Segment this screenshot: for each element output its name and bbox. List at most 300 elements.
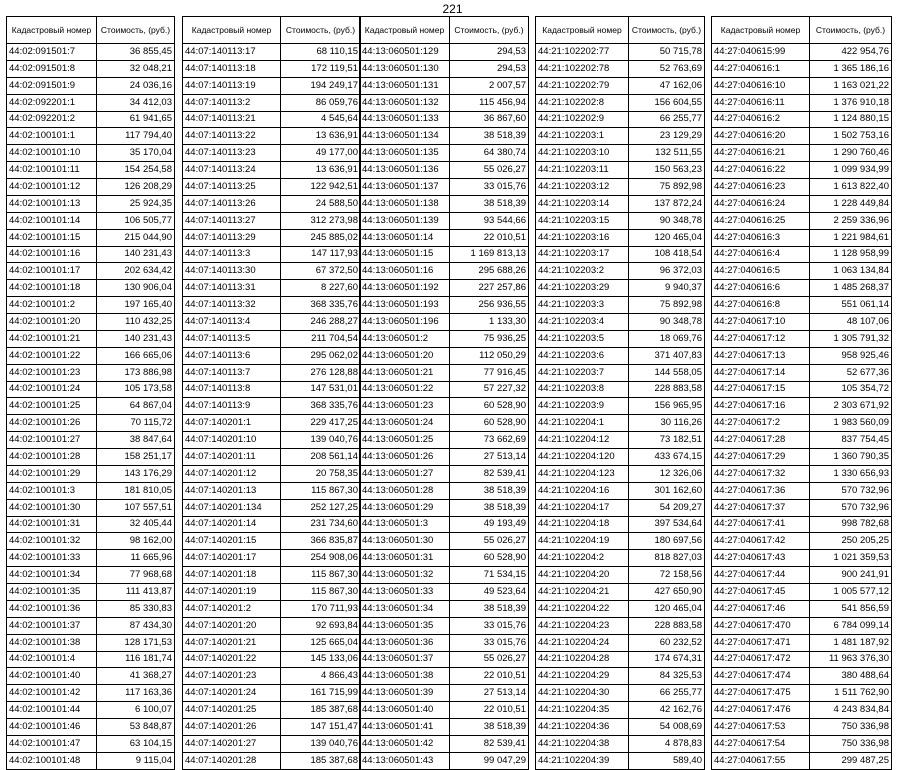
cadastral-number-cell: 44:27:040616:10 [712,77,810,94]
cadastral-number-cell: 44:07:140201:21 [183,634,281,651]
cadastral-number-cell: 44:21:102202:78 [536,60,629,77]
cost-cell: 295 062,02 [281,347,361,364]
cadastral-number-cell: 44:27:040617:45 [712,584,810,601]
cost-cell: 105 173,58 [97,381,175,398]
cadastral-number-cell: 44:07:140113:4 [183,314,281,331]
cadastral-number-cell: 44:02:100101:12 [7,179,97,196]
table-row [183,651,361,668]
cost-cell: 120 465,04 [629,229,705,246]
cadastral-number-cell: 44:07:140201:2 [183,600,281,617]
cadastral-number-cell: 44:13:060501:39 [360,685,450,702]
table-row [7,347,175,364]
cost-cell: 52 763,69 [629,60,705,77]
table-row [536,60,705,77]
cost-cell: 294,53 [450,44,529,61]
table-row [360,212,529,229]
cost-cell: 301 162,60 [629,482,705,499]
cost-cell: 228 883,58 [629,381,705,398]
cadastral-number-cell: 44:13:060501:35 [360,617,450,634]
table-row [7,550,175,567]
table-row [536,567,705,584]
cost-cell: 397 534,64 [629,516,705,533]
table-row [360,381,529,398]
table-row [183,668,361,685]
table-row [7,432,175,449]
cost-cell: 137 872,24 [629,195,705,212]
cost-cell: 77 916,45 [450,364,529,381]
table-row [712,685,892,702]
cost-cell: 180 697,56 [629,533,705,550]
table-row [7,567,175,584]
cost-cell: 116 181,74 [97,651,175,668]
cost-cell: 64 380,74 [450,145,529,162]
table-row [712,263,892,280]
table-row [360,499,529,516]
cadastral-number-cell: 44:07:140201:12 [183,465,281,482]
cost-cell: 13 636,91 [281,128,361,145]
column-header-cadastral: Кадастровый номер [183,17,281,44]
table-row [536,94,705,111]
table-row [7,111,175,128]
cadastral-number-cell: 44:07:140113:8 [183,381,281,398]
cost-cell: 117 163,36 [97,685,175,702]
cadastral-number-cell: 44:02:100101:21 [7,330,97,347]
table-row [7,617,175,634]
table-row [360,280,529,297]
table-row [183,330,361,347]
cadastral-number-cell: 44:21:102204:35 [536,702,629,719]
cost-cell: 1 099 934,99 [810,162,892,179]
table-row [183,752,361,769]
table-row [360,651,529,668]
cost-cell: 570 732,96 [810,482,892,499]
cost-cell: 837 754,45 [810,432,892,449]
table-row [536,77,705,94]
cadastral-number-cell: 44:02:100101:35 [7,584,97,601]
cost-cell: 11 665,96 [97,550,175,567]
cost-cell: 115 867,30 [281,584,361,601]
cadastral-number-cell: 44:27:040617:474 [712,668,810,685]
table-row [712,702,892,719]
table-row [360,719,529,736]
cadastral-number-cell: 44:02:100101:42 [7,685,97,702]
cost-cell: 33 015,76 [450,179,529,196]
table-row [183,499,361,516]
cadastral-number-cell: 44:27:040617:28 [712,432,810,449]
table-row [536,330,705,347]
table-row [183,128,361,145]
cadastral-number-cell: 44:27:040616:22 [712,162,810,179]
cost-cell: 2 303 671,92 [810,398,892,415]
cost-cell: 6 100,07 [97,702,175,719]
cost-cell: 82 539,41 [450,465,529,482]
cost-cell: 150 563,23 [629,162,705,179]
cost-cell: 75 892,98 [629,297,705,314]
cadastral-number-cell: 44:21:102203:6 [536,347,629,364]
cost-cell: 166 665,06 [97,347,175,364]
cadastral-number-cell: 44:07:140113:2 [183,94,281,111]
cadastral-number-cell: 44:27:040616:21 [712,145,810,162]
table-row [360,94,529,111]
cost-cell: 6 784 099,14 [810,617,892,634]
cost-cell: 38 847,64 [97,432,175,449]
cost-cell: 4 878,83 [629,735,705,752]
table-row [7,685,175,702]
cadastral-number-cell: 44:27:040617:15 [712,381,810,398]
cadastral-number-cell: 44:13:060501:30 [360,533,450,550]
cost-cell: 250 205,25 [810,533,892,550]
cadastral-number-cell: 44:13:060501:43 [360,752,450,769]
table-row [7,145,175,162]
cost-cell: 295 688,26 [450,263,529,280]
cost-cell: 154 254,58 [97,162,175,179]
table-row [360,752,529,769]
cadastral-number-cell: 44:13:060501:131 [360,77,450,94]
cadastral-number-cell: 44:21:102204:1 [536,415,629,432]
cadastral-number-cell: 44:13:060501:21 [360,364,450,381]
cadastral-number-cell: 44:27:040617:476 [712,702,810,719]
cost-cell: 170 711,93 [281,600,361,617]
cost-cell: 4 243 834,84 [810,702,892,719]
cost-cell: 67 372,50 [281,263,361,280]
cadastral-number-cell: 44:13:060501:193 [360,297,450,314]
cost-cell: 73 662,69 [450,432,529,449]
table-row [7,297,175,314]
table-row [183,634,361,651]
cadastral-number-cell: 44:13:060501:20 [360,347,450,364]
table-row [360,77,529,94]
cadastral-number-cell: 44:21:102204:19 [536,533,629,550]
cadastral-number-cell: 44:07:140201:19 [183,584,281,601]
cost-cell: 1 021 359,53 [810,550,892,567]
cadastral-number-cell: 44:13:060501:31 [360,550,450,567]
cadastral-number-cell: 44:21:102204:22 [536,600,629,617]
cost-cell: 174 674,31 [629,651,705,668]
table-row [360,516,529,533]
table-row [536,128,705,145]
cadastral-number-cell: 44:21:102204:29 [536,668,629,685]
cadastral-number-cell: 44:02:100101:46 [7,719,97,736]
cadastral-number-cell: 44:07:140201:26 [183,719,281,736]
cost-cell: 427 650,90 [629,584,705,601]
table-row [536,381,705,398]
cadastral-number-cell: 44:27:040617:55 [712,752,810,769]
cadastral-number-cell: 44:21:102204:36 [536,719,629,736]
cost-cell: 156 604,55 [629,94,705,111]
cost-cell: 1 163 021,22 [810,77,892,94]
cost-cell: 42 162,76 [629,702,705,719]
cost-cell: 53 848,87 [97,719,175,736]
cadastral-number-cell: 44:02:100101:22 [7,347,97,364]
table-row [536,314,705,331]
cost-cell: 173 886,98 [97,364,175,381]
cadastral-number-cell: 44:27:040616:4 [712,246,810,263]
cost-cell: 60 528,90 [450,550,529,567]
cost-cell: 1 502 753,16 [810,128,892,145]
cost-cell: 900 241,91 [810,567,892,584]
table-row [712,415,892,432]
cadastral-number-cell: 44:27:040616:6 [712,280,810,297]
cost-cell: 38 518,39 [450,719,529,736]
cadastral-number-cell: 44:07:140113:25 [183,179,281,196]
cost-cell: 93 544,66 [450,212,529,229]
cadastral-number-cell: 44:21:102203:3 [536,297,629,314]
cost-cell: 90 348,78 [629,212,705,229]
table-row [712,482,892,499]
cadastral-table-3 [359,16,529,770]
cost-cell: 126 208,29 [97,179,175,196]
table-row [360,128,529,145]
table-row [183,94,361,111]
cost-cell: 57 227,32 [450,381,529,398]
cost-cell: 161 715,99 [281,685,361,702]
table-row [7,263,175,280]
table-row [183,195,361,212]
cost-cell: 87 434,30 [97,617,175,634]
cost-cell: 1 511 762,90 [810,685,892,702]
table-row [712,195,892,212]
cadastral-number-cell: 44:02:100101:1 [7,128,97,145]
table-row [360,533,529,550]
table-row [183,280,361,297]
cadastral-number-cell: 44:21:102203:11 [536,162,629,179]
cost-cell: 380 488,64 [810,668,892,685]
cadastral-number-cell: 44:13:060501:23 [360,398,450,415]
cadastral-number-cell: 44:13:060501:2 [360,330,450,347]
cadastral-number-cell: 44:07:140113:19 [183,77,281,94]
cadastral-number-cell: 44:02:100101:28 [7,449,97,466]
cost-cell: 4 866,43 [281,668,361,685]
cost-cell: 54 008,69 [629,719,705,736]
table-row [712,516,892,533]
table-row [360,44,529,61]
cost-cell: 55 026,27 [450,533,529,550]
table-row [712,44,892,61]
cadastral-number-cell: 44:07:140113:30 [183,263,281,280]
table-row [7,60,175,77]
table-row [536,516,705,533]
table-row [183,449,361,466]
cadastral-number-cell: 44:02:100101:25 [7,398,97,415]
table-header-row [536,17,705,44]
cost-cell: 49 523,64 [450,584,529,601]
cadastral-number-cell: 44:21:102203:5 [536,330,629,347]
cost-cell: 227 257,86 [450,280,529,297]
table-row [7,94,175,111]
cadastral-number-cell: 44:21:102203:8 [536,381,629,398]
table-row [7,584,175,601]
cadastral-number-cell: 44:27:040617:16 [712,398,810,415]
table-row [7,77,175,94]
table-row [536,297,705,314]
cost-cell: 99 047,29 [450,752,529,769]
table-row [360,600,529,617]
cadastral-number-cell: 44:13:060501:37 [360,651,450,668]
cost-cell: 147 117,93 [281,246,361,263]
table-header-row [712,17,892,44]
column-header-cost: Стоимость, (руб.) [450,17,529,44]
cost-cell: 33 015,76 [450,617,529,634]
table-row [712,179,892,196]
cadastral-number-cell: 44:02:100101:29 [7,465,97,482]
cost-cell: 86 059,76 [281,94,361,111]
cadastral-number-cell: 44:02:092201:1 [7,94,97,111]
table-row [183,617,361,634]
cadastral-number-cell: 44:27:040616:11 [712,94,810,111]
table-row [712,162,892,179]
table-row [7,702,175,719]
table-row [536,735,705,752]
table-row [536,432,705,449]
table-row [712,94,892,111]
cost-cell: 111 413,87 [97,584,175,601]
cost-cell: 47 162,06 [629,77,705,94]
table-row [7,246,175,263]
cadastral-number-cell: 44:27:040617:13 [712,347,810,364]
cadastral-number-cell: 44:07:140113:29 [183,229,281,246]
cost-cell: 27 513,14 [450,449,529,466]
cost-cell: 63 104,15 [97,735,175,752]
table-row [183,229,361,246]
cost-cell: 245 885,02 [281,229,361,246]
cost-cell: 2 007,57 [450,77,529,94]
cadastral-number-cell: 44:27:040616:8 [712,297,810,314]
table-row [7,499,175,516]
cost-cell: 211 704,54 [281,330,361,347]
cost-cell: 422 954,76 [810,44,892,61]
cost-cell: 1 228 449,84 [810,195,892,212]
table-row [7,719,175,736]
table-row [183,516,361,533]
cadastral-number-cell: 44:02:100101:44 [7,702,97,719]
table-row [183,567,361,584]
cost-cell: 64 867,04 [97,398,175,415]
cost-cell: 112 050,29 [450,347,529,364]
cost-cell: 25 924,35 [97,195,175,212]
cadastral-number-cell: 44:13:060501:192 [360,280,450,297]
cost-cell: 158 251,17 [97,449,175,466]
cadastral-number-cell: 44:02:100101:32 [7,533,97,550]
cadastral-number-cell: 44:21:102202:77 [536,44,629,61]
cadastral-number-cell: 44:07:140201:17 [183,550,281,567]
column-header-cost: Стоимость, (руб.) [97,17,175,44]
table-row [536,617,705,634]
cadastral-number-cell: 44:27:040617:14 [712,364,810,381]
table-row [7,229,175,246]
cadastral-number-cell: 44:13:060501:138 [360,195,450,212]
table-row [712,752,892,769]
cadastral-number-cell: 44:02:100101:2 [7,297,97,314]
table-header-row [7,17,175,44]
cost-cell: 11 963 376,30 [810,651,892,668]
cost-cell: 115 456,94 [450,94,529,111]
cadastral-number-cell: 44:07:140113:22 [183,128,281,145]
cadastral-number-cell: 44:02:100101:37 [7,617,97,634]
table-row [536,415,705,432]
cost-cell: 22 010,51 [450,702,529,719]
cadastral-number-cell: 44:07:140201:18 [183,567,281,584]
cadastral-number-cell: 44:02:100101:26 [7,415,97,432]
cost-cell: 1 063 134,84 [810,263,892,280]
table-row [7,280,175,297]
cost-cell: 22 010,51 [450,229,529,246]
cadastral-number-cell: 44:27:040617:37 [712,499,810,516]
cadastral-table-5 [711,16,892,770]
table-row [712,381,892,398]
cadastral-number-cell: 44:27:040616:24 [712,195,810,212]
cost-cell: 96 372,03 [629,263,705,280]
cadastral-number-cell: 44:13:060501:42 [360,735,450,752]
table-row [712,246,892,263]
cadastral-number-cell: 44:21:102204:17 [536,499,629,516]
cadastral-number-cell: 44:27:040617:472 [712,651,810,668]
table-row [536,634,705,651]
table-row [712,533,892,550]
cadastral-number-cell: 44:21:102202:79 [536,77,629,94]
cost-cell: 110 432,25 [97,314,175,331]
table-row [7,752,175,769]
cost-cell: 818 827,03 [629,550,705,567]
table-row [536,111,705,128]
cost-cell: 181 810,05 [97,482,175,499]
cost-cell: 1 365 186,16 [810,60,892,77]
cadastral-number-cell: 44:27:040617:12 [712,330,810,347]
cadastral-number-cell: 44:13:060501:36 [360,634,450,651]
table-row [360,246,529,263]
cadastral-number-cell: 44:07:140201:20 [183,617,281,634]
table-row [360,668,529,685]
cadastral-number-cell: 44:21:102204:38 [536,735,629,752]
table-row [7,330,175,347]
table-row [360,263,529,280]
cadastral-number-cell: 44:02:100101:23 [7,364,97,381]
cost-cell: 570 732,96 [810,499,892,516]
cadastral-number-cell: 44:21:102204:18 [536,516,629,533]
cadastral-number-cell: 44:27:040617:54 [712,735,810,752]
cost-cell: 50 715,78 [629,44,705,61]
table-row [183,482,361,499]
cost-cell: 115 867,30 [281,567,361,584]
cadastral-number-cell: 44:27:040616:25 [712,212,810,229]
table-row [712,398,892,415]
cost-cell: 140 231,43 [97,246,175,263]
cost-cell: 105 354,72 [810,381,892,398]
cadastral-number-cell: 44:13:060501:25 [360,432,450,449]
cadastral-number-cell: 44:13:060501:132 [360,94,450,111]
cost-cell: 750 336,98 [810,719,892,736]
table-row [360,297,529,314]
cost-cell: 1 133,30 [450,314,529,331]
cadastral-number-cell: 44:13:060501:16 [360,263,450,280]
table-row [712,432,892,449]
column-header-cost: Стоимость, (руб.) [629,17,705,44]
cadastral-number-cell: 44:21:102204:21 [536,584,629,601]
cadastral-number-cell: 44:13:060501:129 [360,44,450,61]
cadastral-number-cell: 44:13:060501:27 [360,465,450,482]
cadastral-number-cell: 44:13:060501:3 [360,516,450,533]
table-row [712,364,892,381]
table-row [360,584,529,601]
cost-cell: 1 481 187,92 [810,634,892,651]
table-row [712,145,892,162]
table-row [7,381,175,398]
cost-cell: 49 193,49 [450,516,529,533]
table-row [183,465,361,482]
table-row [536,145,705,162]
cadastral-number-cell: 44:21:102204:30 [536,685,629,702]
table-row [360,432,529,449]
cost-cell: 60 528,90 [450,415,529,432]
